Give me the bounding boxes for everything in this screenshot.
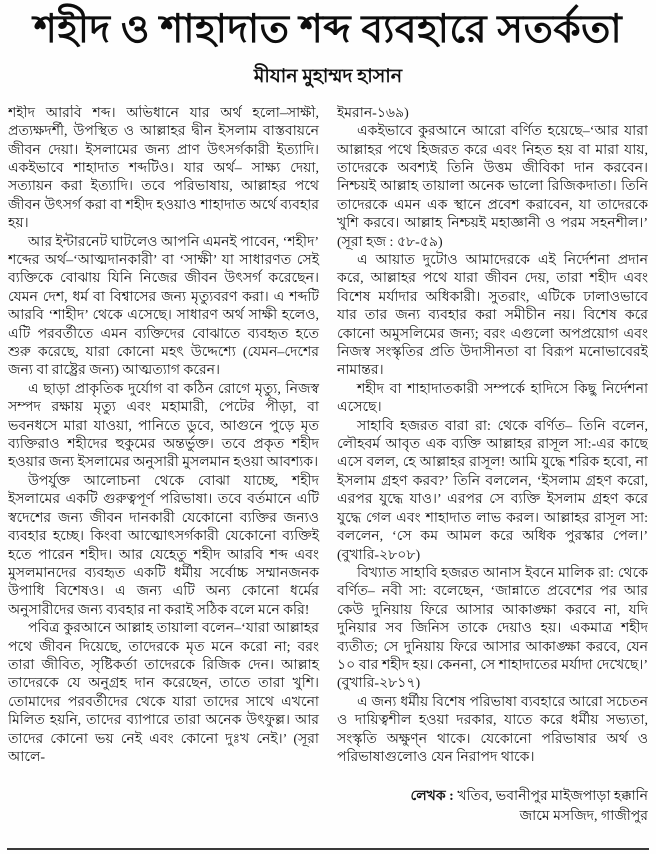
author-label: লেখক :: [410, 789, 454, 805]
paragraph-continuation: ইমরান-১৬৯): [337, 105, 409, 121]
paragraph: শহীদ বা শাহাদাতকারী সম্পর্কে হাদিসে কিছু নির্দেশনা এসেছে।: [337, 381, 648, 416]
paragraph: একইভাবে কুরআনে আরো বর্ণিত হয়েছে–‘আর যারা আল্লাহর পথে হিজরত করে এবং নিহত হয় বা মারা যায়, তাদেরকে অবশ্যই তিনি উত্তম জীবিকা দান করবেন। নিশ্চয়ই আল্লাহ তায়ালা অনেক ভালো রিজিকদাতা। তিনি তাদেরকে এমন এক স্থানে প্রবেশ করাবেন, যা তাদেরকে খুশি করবে। আল্লাহ নিশ্চয়ই মহাজ্ঞানী ও পরম সহনশীল।’ (সূরা হজ : ৫৮-৫৯): [337, 124, 648, 250]
article-body: [8, 105, 648, 843]
article-title: শহীদ ও শাহাদাত শব্দ ব্যবহারে সতর্কতা: [33, 8, 623, 51]
author-credit: [337, 787, 648, 826]
article-byline: মীযান মুহাম্মদ হাসান: [253, 65, 403, 87]
right-column: [337, 105, 648, 843]
paragraph: পবিত্র কুরআনে আল্লাহ তায়ালা বলেন–‘যারা আল্লাহর পথে জীবন দিয়েছে, তাদেরকে মৃত মনে করো না; বরং তারা জীবিত, সৃষ্টিকর্তা তাদেরকে রিজিক দেন। আল্লাহ তাদেরকে যে অনুগ্রহ দান করেছেন, তাতে তারা খুশি। তোমাদের পরবর্তীদের থেকে যারা তাদের সাথে এখনো মিলিত হয়নি, তাদের ব্যাপারে তারা অনেক উৎফুল্ল। আর তাদের কোনো ভয় নেই এবং কোনো দুঃখ নেই।’ (সূরা আলে-: [8, 621, 319, 765]
author-role: খতিব, ভবানীপুর মাইজপাড়া হক্কানি: [457, 789, 648, 805]
author-credit-line1: [337, 787, 648, 807]
paragraph: এ ছাড়া প্রাকৃতিক দুর্যোগ বা কঠিন রোগে মৃত্যু, নিজস্ব সম্পদ রক্ষায় মৃত্যু এবং মহামারী, পেটের পীড়া, বা ভবনধসে মারা যাওয়া, পানিতে ডুবে, আগুনে পুড়ে মৃত ব্যক্তিরাও শহীদের হুকুমের অন্তর্ভুক্ত। তবে প্রকৃত শহীদ হওয়ার জন্য ইসলামের অনুসারী মুসলমান হওয়া আবশ্যক।: [8, 381, 319, 471]
paragraph: এ জন্য ধর্মীয় বিশেষ পরিভাষা ব্যবহারে আরো সচেতন ও দায়িত্বশীল হওয়া দরকার, যাতে করে ধর্মীয় সভ্যতা, সংস্কৃতি অক্ষুণ্ন থাকে। যেকোনো পরিভাষার অর্থ ও পরিভাষাগুলোও যেন নিরাপদ থাকে।: [337, 694, 648, 765]
paragraph: উপর্যুক্ত আলোচনা থেকে বোঝা যাচ্ছে, শহীদ ইসলামের একটি গুরুত্বপূর্ণ পরিভাষা। তবে বর্তমানে এটি স্বদেশের জন্য জীবন দানকারী যেকোনো ব্যক্তির জন্যও ব্যবহার হচ্ছে। কিংবা আত্মোৎসর্গকারী যেকোনো ব্যক্তিই হতে পারেন শহীদ। আর যেহেতু শহীদ আরবি শব্দ এবং মুসলমানদের ব্যবহৃত একটি ধর্মীয় সর্বোচ্চ সম্মানজনক উপাধি বিশেষও। এ জন্য এটি অন্য কোনো ধর্মের অনুসারীদের জন্য ব্যবহার না করাই সঠিক বলে মনে করি!: [8, 473, 319, 618]
paragraph: সাহাবি হজরত বারা রা: থেকে বর্ণিত– তিনি বলেন, লৌহবর্ম আবৃত এক ব্যক্তি আল্লাহর রাসূল সা:-এর কাছে এসে বলল, হে আল্লাহর রাসূল! আমি যুদ্ধে শরিক হবো, না ইসলাম গ্রহণ করব?’ তিনি বললেন, ‘ইসলাম গ্রহণ করো, এরপর যুদ্ধে যাও।’ এরপর সে ব্যক্তি ইসলাম গ্রহণ করে যুদ্ধে গেল এবং শাহাদাত লাভ করল। আল্লাহর রাসূল সা: বললেন, ‘সে কম আমল করে অধিক পুরস্কার পেল।’ (বুখারি-২৮০৮): [337, 418, 648, 563]
paragraph: আর ইন্টারনেট ঘাটলেও আপনি এমনই পাবেন, ‘শহীদ’ শব্দের অর্থ–‘আত্মদানকারী’ বা ‘সাক্ষী’ যা সাধারণত সেই ব্যক্তিকে বোঝায় যিনি নিজের জীবন উৎসর্গ করেছেন। যেমন দেশ, ধর্ম বা বিশ্বাসের জন্য মৃত্যুবরণ করা। এ শব্দটি আরবি ‘শাহীদ’ থেকে এসেছে। সাধারণ অর্থ সাক্ষী হলেও, এটি পরবর্তীতে এমন ব্যক্তিদের বোঝাতে ব্যবহৃত হতে শুরু করেছে, যারা কোনো মহৎ উদ্দেশ্যে (যেমন–দেশের জন্য বা রাষ্ট্রের জন্য) আত্মত্যাগ করেন।: [8, 234, 319, 379]
paragraph: শহীদ আরবি শব্দ। অভিধানে যার অর্থ হলো–সাক্ষী, প্রত্যক্ষদর্শী, উপস্থিত ও আল্লাহর দ্বীন ইসলাম বাস্তবায়নে জীবন দেয়া। ইসলামের জন্য প্রাণ উৎসর্গকারী ইত্যাদি। একইভাবে শাহাদাত শব্দটিও। যার অর্থ– সাক্ষ্য দেয়া, সত্যায়ন করা ইত্যাদি। তবে পরিভাষায়, আল্লাহর পথে জীবন উৎসর্গ করা বা শহীদ হওয়াও শাহাদাত অর্থে ব্যবহার হয়।: [8, 105, 319, 232]
paragraph: এ আয়াত দুটোও আমাদেরকে এই নির্দেশনা প্রদান করে, আল্লাহর পথে যারা জীবন দেয়, তারা শহীদ এবং বিশেষ মর্যাদার অধিকারী। সুতরাং, এটিকে ঢালাওভাবে যার তার জন্য ব্যবহার করা সমীচীন নয়। বিশেষ করে কোনো অমুসলিমের জন্য; বরং এগুলো অপপ্রয়োগ এবং নিজস্ব সংস্কৃতির প্রতি উদাসীনতা বা বিরূপ মনোভাবেরই নামান্তর।: [337, 253, 648, 379]
paragraph: বিখ্যাত সাহাবি হজরত আনাস ইবনে মালিক রা: থেকে বর্ণিত– নবী সা: বলেছেন, ‘জান্নাতে প্রবেশের পর আর কেউ দুনিয়ায় ফিরে আসার আকাঙ্ক্ষা করবে না, যদি দুনিয়ার সব জিনিস তাকে দেয়াও হয়। একমাত্র শহীদ ব্যতীত; সে দুনিয়ায় ফিরে আসার আকাঙ্ক্ষা করবে, যেন ১০ বার শহীদ হয়। কেননা, সে শাহাদাতের মর্যাদা দেখেছে।’ (বুখারি-২৮১৭): [337, 565, 648, 692]
author-credit-line2: জামে মসজিদ, গাজীপুর: [519, 808, 648, 824]
bottom-divider: [7, 848, 649, 850]
left-column: [8, 105, 319, 843]
